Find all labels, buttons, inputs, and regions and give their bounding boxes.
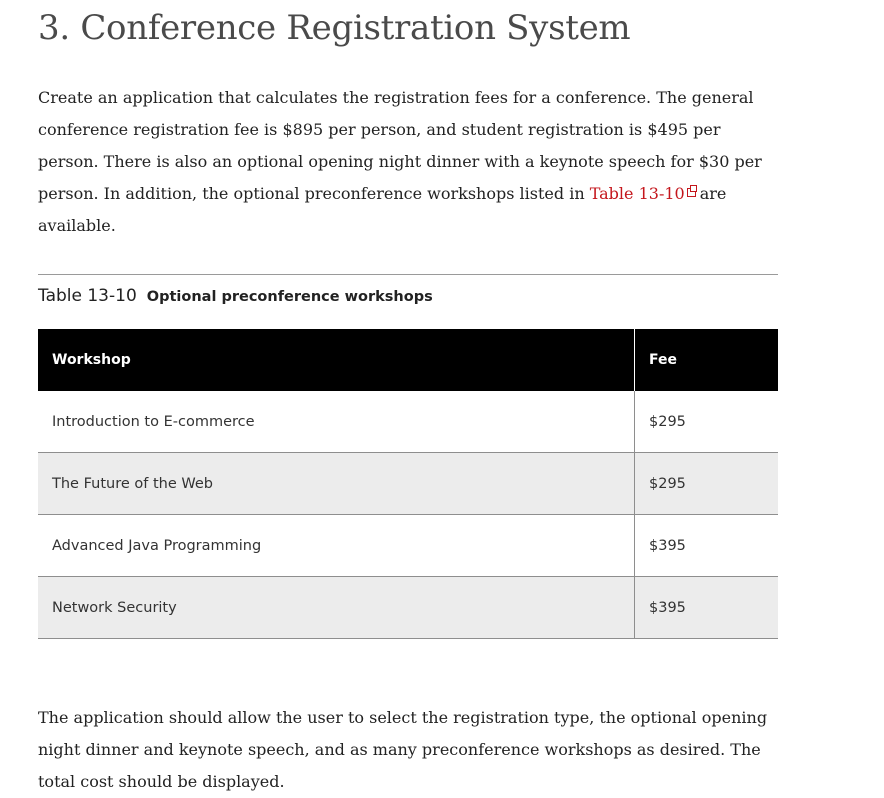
document-page [38,0,778,798]
table-row [38,577,778,639]
fee-cell: $295 [635,453,779,515]
fee-cell: $395 [635,515,779,577]
column-header-fee: Fee [635,329,779,391]
fee-cell: $395 [635,577,779,639]
table-header-row [38,329,778,391]
table-row [38,453,778,515]
outro-paragraph: The application should allow the user to select the registration type, the optional opening night dinner and keynote speech, and as many preconference workshops as desired. The total cost should be displayed. [38,708,768,791]
column-header-workshop: Workshop [38,329,635,391]
table-caption-number: Table 13-10 [38,286,137,306]
workshop-cell: The Future of the Web [38,453,635,515]
intro-text-end: are available. [38,184,727,235]
section-heading: 3. Conference Registration System [38,8,631,48]
table-row [38,515,778,577]
workshops-table [38,329,778,639]
table-reference-link[interactable]: Table 13-10 [589,184,685,203]
table-block [38,274,778,639]
table-caption-title: Optional preconference workshops [146,289,433,305]
workshop-cell: Network Security [38,577,635,639]
table-row [38,391,778,453]
table-caption [38,275,778,329]
intro-paragraph [38,82,778,242]
fee-cell: $295 [635,391,779,453]
intro-text: Create an application that calculates the registration fees for a conference. The general conference registration fee is $895 per person, and student registration is $495 per person. There is also an optional opening night dinner with a keynote speech for $30 per person. In addition, the optional preconference workshops listed in [38,88,762,203]
workshop-cell: Advanced Java Programming [38,515,635,577]
workshop-cell: Introduction to E-commerce [38,391,635,453]
external-link-icon[interactable] [687,188,696,197]
